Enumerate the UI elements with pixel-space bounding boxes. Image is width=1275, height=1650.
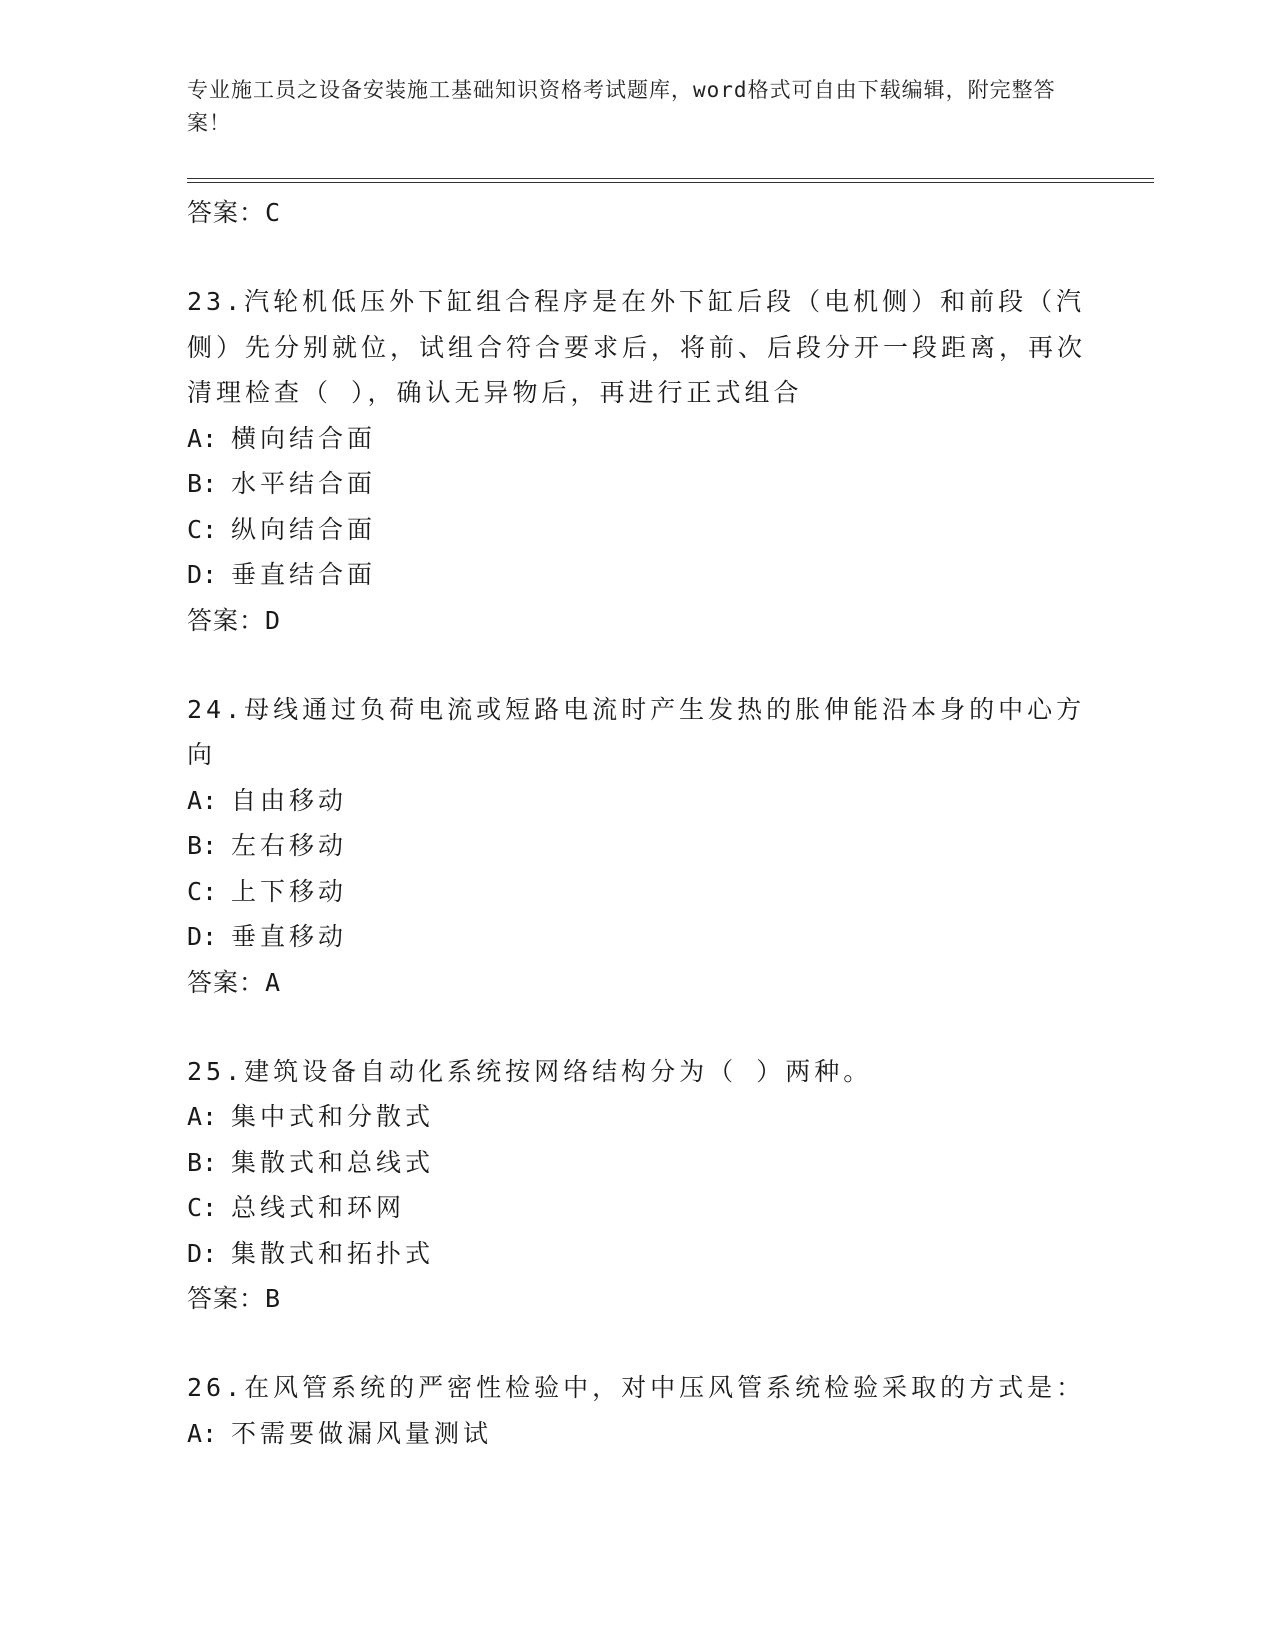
question-block xyxy=(187,1365,1087,1456)
option-key: C: xyxy=(187,1193,218,1222)
option-text: 垂直移动 xyxy=(231,922,348,951)
option-a xyxy=(187,416,1087,462)
page-header: 专业施工员之设备安装施工基础知识资格考试题库，word格式可自由下载编辑，附完整答案！ xyxy=(187,78,1056,135)
answer-line xyxy=(187,598,1087,644)
block-gap xyxy=(187,644,1087,687)
answer-value: D xyxy=(265,605,282,635)
option-c xyxy=(187,507,1087,553)
option-key: B: xyxy=(187,469,218,498)
answer-value: B xyxy=(265,1284,282,1313)
option-text: 总线式和环网 xyxy=(231,1193,406,1222)
block-gap xyxy=(187,236,1087,279)
option-c xyxy=(187,869,1087,915)
option-key: D: xyxy=(187,1238,218,1268)
option-key: A: xyxy=(187,1102,218,1131)
option-key: D: xyxy=(187,922,218,951)
question-stem: 24.母线通过负荷电流或短路电流时产生发热的胀伸能沿本身的中心方向 xyxy=(187,694,1086,769)
answer-line xyxy=(187,1276,1087,1322)
option-text: 不需要做漏风量测试 xyxy=(231,1418,493,1448)
answer-line xyxy=(187,960,1087,1006)
answer-value: C xyxy=(265,198,282,227)
question-stem: 26.在风管系统的严密性检验中，对中压风管系统检验采取的方式是： xyxy=(187,1373,1086,1402)
question-stem: 25.建筑设备自动化系统按网络结构分为（ ）两种。 xyxy=(187,1056,873,1086)
block-gap xyxy=(187,1006,1087,1049)
option-text: 自由移动 xyxy=(231,785,348,815)
option-text: 纵向结合面 xyxy=(231,514,377,544)
option-a xyxy=(187,1094,1087,1140)
answer-label: 答案： xyxy=(187,605,266,635)
option-text: 集散式和拓扑式 xyxy=(231,1238,435,1268)
option-b xyxy=(187,823,1087,869)
option-text: 集散式和总线式 xyxy=(231,1147,435,1177)
answer-label: 答案： xyxy=(187,198,266,227)
answer-line xyxy=(187,190,1087,236)
header-divider xyxy=(187,178,1154,183)
block-gap xyxy=(187,1322,1087,1365)
option-text: 横向结合面 xyxy=(231,423,377,453)
question-list xyxy=(187,190,1087,1456)
option-key: B: xyxy=(187,1147,218,1177)
option-text: 集中式和分散式 xyxy=(231,1102,435,1131)
option-d xyxy=(187,914,1087,960)
option-b xyxy=(187,461,1087,507)
question-block xyxy=(187,1049,1087,1323)
option-a xyxy=(187,778,1087,824)
option-key: D: xyxy=(187,560,218,589)
answer-value: A xyxy=(265,967,282,997)
question-stem: 23.汽轮机低压外下缸组合程序是在外下缸后段（电机侧）和前段（汽侧）先分别就位，试组合符合要求后，将前、后段分开一段距离，再次清理检查（ ），确认无异物后，再进行正式组合 xyxy=(187,287,1087,407)
option-c xyxy=(187,1185,1087,1231)
option-key: A: xyxy=(187,423,218,453)
option-key: C: xyxy=(187,876,218,906)
answer-label: 答案： xyxy=(187,967,266,997)
option-text: 垂直结合面 xyxy=(231,560,377,589)
option-key: B: xyxy=(187,831,218,860)
option-b xyxy=(187,1140,1087,1186)
option-text: 左右移动 xyxy=(231,831,348,860)
option-a xyxy=(187,1411,1087,1457)
question-block xyxy=(187,279,1087,644)
option-key: A: xyxy=(187,1418,218,1448)
answer-label: 答案： xyxy=(187,1284,266,1313)
option-d xyxy=(187,1231,1087,1277)
option-text: 上下移动 xyxy=(231,876,348,906)
option-key: A: xyxy=(187,785,218,815)
option-text: 水平结合面 xyxy=(231,469,377,498)
option-key: C: xyxy=(187,514,218,544)
question-block xyxy=(187,687,1087,1006)
option-d xyxy=(187,552,1087,598)
